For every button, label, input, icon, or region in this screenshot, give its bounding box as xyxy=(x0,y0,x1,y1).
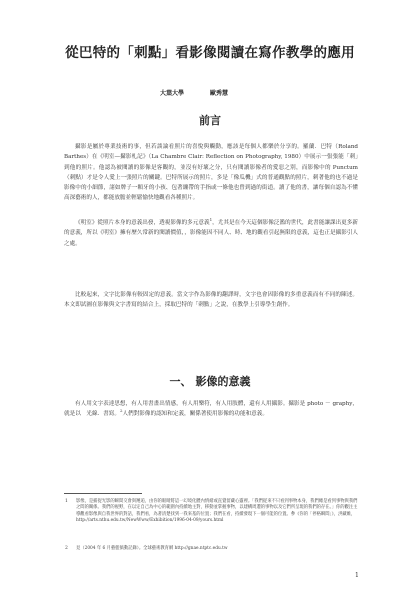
paragraph-1: 攝影是屬於專業技術的事，但若談論看照片的喜悅與觸動，應該是每個人都樂於分享的。羅蘭．巴特（Roland Barthes）在《明室—攝影札記》（La Chambre Clair: Reflection on Photography, 1980）中展示一張張能「刺」到他的照片。他認為被閱讀的影像是客觀的，並沒有好壞之分，只有閱讀影像者的愛惡之別，而影像中的 Punctum（刺點）才是令人愛上一張照片的關鍵。巴特所展示的照片，多是「像瓜機」式的普通觀點的照片，刺著他的也不過是影像中的小細節，諸如牌子一顆牙的小孩、包著繃帶的手指或一條他也曾到過的街道。讀了他的書，讓每個自認為不懂高深藝術的人，都能放膽並輕鬆愉快地觀看各種照片。 xyxy=(64,144,358,202)
footnote-2-number: 2 xyxy=(65,546,68,551)
footnote-1-number: 1 xyxy=(65,499,68,504)
footnote-ref-2[interactable]: 2 xyxy=(119,408,123,414)
paragraph-2-text-a: 《明室》從照片本身的意義出發，透視影像的多元意義 xyxy=(75,220,210,226)
section-number: 一、 xyxy=(169,375,192,388)
paragraph-2 xyxy=(64,218,358,249)
paragraph-4 xyxy=(64,399,358,420)
footnote-2-text: 見（2004 年 6 月藝藍搞動記錄）。全球藝術教育網 http://gnae.ntptc.edu.tw xyxy=(76,546,228,551)
author-line xyxy=(160,88,320,97)
paragraph-4-text-b: 人們對影像的認知和定義，關係著使用影像的功能和意義。 xyxy=(122,411,268,418)
footnote-1 xyxy=(64,499,360,525)
paragraph-2-text-b: ，尤其是在今天這個影像泛濫的世代，此書能讓課出更多新的意義，所以《明室》擁有歷久常新的閱讀價值，，影像能因不同人、時、地的觀看引起無限的意義，這也正是攝影引人之處。 xyxy=(64,220,358,247)
section-heading-1 xyxy=(60,373,360,389)
section-title: 影像的意義 xyxy=(195,375,251,388)
footnote-2 xyxy=(64,546,360,552)
section-heading-preface: 前言 xyxy=(199,114,221,127)
document-title: 從巴特的「刺點」看影像閱讀在寫作教學的應用 xyxy=(65,45,355,61)
author-name: 歐秀慧 xyxy=(210,90,229,97)
footnote-1-link[interactable]: http://arts.nthu.edu.tw/NewWww/Exhibition/1996-04-09/yours.html xyxy=(76,518,224,524)
page-number: 1 xyxy=(355,572,359,579)
footnote-divider xyxy=(64,493,142,494)
paragraph-4-text-a: 有人用文字表達思想，有人用書畫出情感，有人用樂符，有人用肢體，還有人用攝影。攝影是 photo － graphy，就是以 光線．書寫。 xyxy=(64,401,358,418)
author-affiliation: 大葉大學 xyxy=(160,90,185,97)
footnote-ref-1[interactable]: 1 xyxy=(209,217,213,223)
paragraph-3: 比較起來，文字比影像有較固定的意義。當文字作為影像的翻譯時，文字也會因影像的多重意義而有不同的陳述。本文即試圖在影像與文字書寫的結合上，採取巴特的「刺點」之說，在教學上引導學生創作。 xyxy=(64,292,358,309)
footnote-1-text: 影像，是捕捉光影的瞬間交會與邂逅，由你的眼睛將這一幻境化體內情緒或直覺留藏心靈裡。「我們從來不只看到事物本身，我們總是看到事物與我們之間的關係。我們的視野，在以定自己為中心的範圍內持續地主對，移動並掌握事物，以建構周遭的事物以及它們所呈現的我們的存在。」你的觀注主導觀看影像與自我世界的對話，我們看，為著清楚找到一我來基的位置；我們在看，持續發現下一個可能的位置。參《你的「停格瞬間」》，洪藏維， xyxy=(76,499,358,517)
